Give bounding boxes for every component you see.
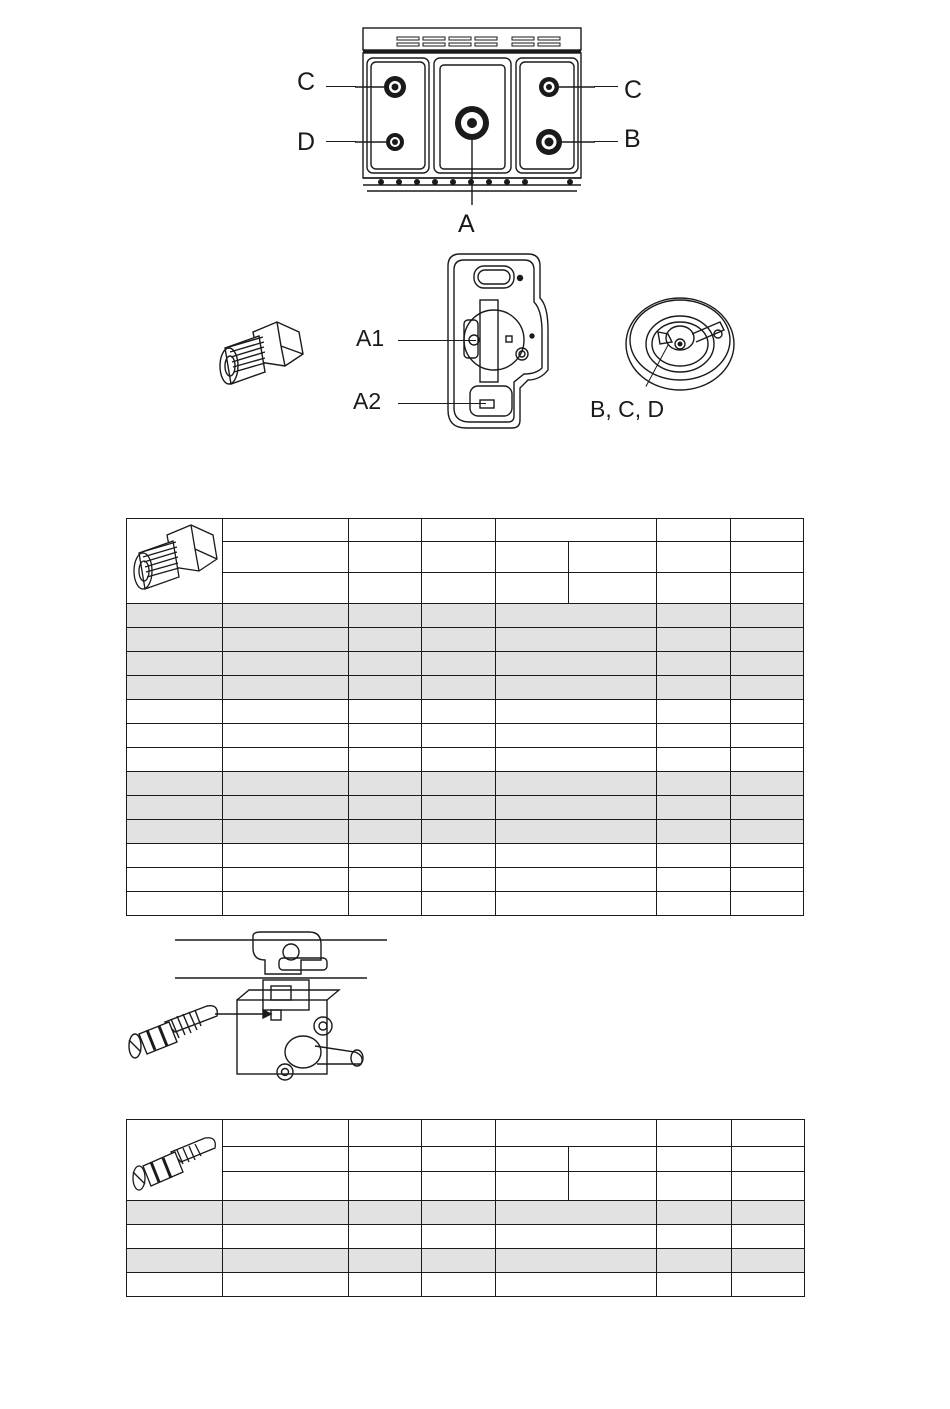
leader-right-c — [594, 86, 618, 87]
gas-tap-illustration — [125, 930, 390, 1085]
label-c-right: C — [624, 76, 643, 104]
table-row — [127, 844, 804, 868]
table-row — [127, 796, 804, 820]
table-row — [127, 868, 804, 892]
table-row — [127, 1225, 805, 1249]
table-header-row — [127, 519, 804, 542]
label-b-right: B — [624, 125, 641, 153]
leader-left-c — [326, 86, 356, 87]
table-row — [127, 676, 804, 700]
bypass-table — [126, 1119, 805, 1297]
leader-a2 — [398, 403, 486, 404]
table-row — [127, 604, 804, 628]
table-row — [127, 772, 804, 796]
cooktop-diagram — [355, 25, 595, 205]
leader-left-d — [326, 141, 356, 142]
table-row — [127, 1249, 805, 1273]
burner-cup-detail — [622, 294, 738, 394]
table-header-row — [127, 542, 804, 572]
table-header-row — [127, 572, 804, 603]
injector-nozzle-icon — [127, 519, 223, 603]
table-row — [127, 892, 804, 916]
injector-thumbnail-cell — [127, 519, 223, 604]
label-a1: A1 — [356, 325, 385, 351]
label-a: A — [458, 210, 475, 238]
table-row — [127, 628, 804, 652]
table-header-row — [127, 1171, 805, 1200]
leader-a1 — [398, 340, 476, 341]
bypass-thumbnail-cell — [127, 1120, 223, 1201]
leader-right-b — [594, 141, 618, 142]
table-row — [127, 1201, 805, 1225]
table-row — [127, 724, 804, 748]
label-a2: A2 — [353, 388, 382, 414]
label-d-left: D — [297, 128, 316, 156]
table-header-row — [127, 1120, 805, 1147]
table-row — [127, 700, 804, 724]
table-row — [127, 1273, 805, 1297]
injector-nozzle-icon — [215, 318, 310, 393]
table-row — [127, 820, 804, 844]
label-bcd: B, C, D — [590, 396, 665, 422]
bypass-screw-icon — [127, 1120, 223, 1200]
label-c-left: C — [297, 68, 316, 96]
injector-table — [126, 518, 804, 916]
table-header-row — [127, 1147, 805, 1171]
table-row — [127, 748, 804, 772]
table-row — [127, 652, 804, 676]
